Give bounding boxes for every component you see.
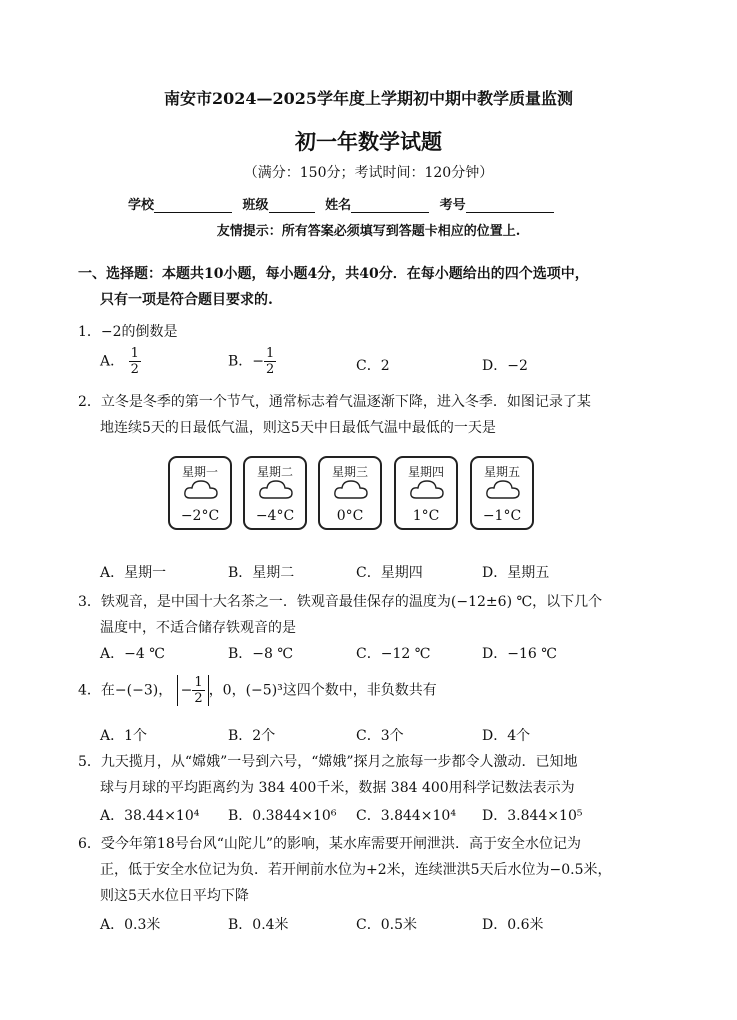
q6-option-b: B．0.4米 bbox=[228, 917, 289, 933]
q4-option-d: D．4个 bbox=[482, 728, 531, 744]
fraction-denominator: 2 bbox=[266, 362, 275, 377]
q3-text-line1: 铁观音，是中国十大名茶之一．铁观音最佳保存的温度为(−12±6) ℃，以下几个 bbox=[100, 594, 603, 610]
q1-option-b bbox=[228, 346, 276, 377]
q1-option-b-fraction bbox=[264, 346, 276, 377]
section1-heading: 一、选择题：本题共10小题，每小题4分，共40分．在每小题给出的四个选项中， bbox=[78, 266, 589, 282]
field-class-blank bbox=[269, 212, 315, 213]
q4-abs-fraction bbox=[192, 675, 204, 706]
q1-number: 1． bbox=[78, 324, 101, 340]
weather-card-temp: −2°C bbox=[180, 508, 220, 524]
q3-number: 3． bbox=[78, 594, 101, 610]
fraction-denominator: 2 bbox=[194, 691, 203, 706]
q1-text: −2的倒数是 bbox=[100, 324, 178, 340]
cloud-icon bbox=[258, 478, 294, 502]
weather-card-day: 星期五 bbox=[483, 465, 520, 479]
q6-text-line1: 受今年第18号台风“山陀儿”的影响，某水库需要开闸泄洪．高于安全水位记为 bbox=[100, 836, 582, 852]
weather-card-temp: −4°C bbox=[255, 508, 295, 524]
field-id-label: 考号 bbox=[439, 198, 466, 213]
cloud-icon bbox=[485, 478, 521, 502]
weather-card bbox=[243, 456, 307, 530]
q5-number: 5． bbox=[78, 754, 101, 770]
section1-heading-line2: 只有一项是符合题目要求的. bbox=[100, 292, 273, 308]
q3-text-line2: 温度中，不适合储存铁观音的是 bbox=[100, 620, 296, 636]
weather-card bbox=[394, 456, 458, 530]
weather-card-day: 星期三 bbox=[331, 465, 368, 479]
fraction-numerator: 1 bbox=[130, 346, 139, 361]
weather-card bbox=[318, 456, 382, 530]
q3-option-a: A．−4 ℃ bbox=[100, 646, 165, 662]
q1-option-a bbox=[100, 346, 141, 377]
q6-option-c: C．0.5米 bbox=[356, 917, 417, 933]
q2-option-c: C．星期四 bbox=[356, 565, 423, 581]
q5-option-b: B．0.3844×10⁶ bbox=[228, 808, 337, 824]
q4-option-c: C．3个 bbox=[356, 728, 404, 744]
q2-option-d: D．星期五 bbox=[482, 565, 550, 581]
q1-option-a-label: A． bbox=[100, 353, 125, 370]
q6-stem bbox=[78, 833, 581, 853]
q5-stem bbox=[78, 751, 578, 771]
field-school-label: 学校 bbox=[128, 198, 155, 213]
q2-text-line2: 地连续5天的日最低气温，则这5天中日最低气温中最低的一天是 bbox=[100, 420, 496, 436]
q4-text-post: ，0，(−5)³这四个数中，非负数共有 bbox=[208, 682, 437, 699]
q1-option-c: C．2 bbox=[356, 358, 390, 374]
q4-option-a: A．1个 bbox=[100, 728, 148, 744]
cloud-icon bbox=[333, 478, 369, 502]
q3-option-b: B．−8 ℃ bbox=[228, 646, 294, 662]
q5-option-c: C．3.844×10⁴ bbox=[356, 808, 456, 824]
q1-option-b-label: B． bbox=[228, 353, 253, 370]
fraction-denominator: 2 bbox=[130, 362, 139, 377]
q2-text-line1: 立冬是冬季的第一个节气，通常标志着气温逐渐下降，进入冬季．如图记录了某 bbox=[100, 394, 591, 410]
weather-card bbox=[470, 456, 534, 530]
exam-tip: 友情提示：所有答案必须填写到答题卡相应的位置上. bbox=[216, 224, 521, 239]
q1-option-a-fraction bbox=[129, 346, 141, 377]
q6-option-a: A．0.3米 bbox=[100, 917, 161, 933]
q6-option-d: D．0.6米 bbox=[482, 917, 544, 933]
q5-text-line2: 球与月球的平均距离约为 384 400千米，数据 384 400用科学记数法表示为 bbox=[100, 780, 575, 796]
q3-option-d: D．−16 ℃ bbox=[482, 646, 557, 662]
q4-absolute-value bbox=[177, 675, 209, 706]
exam-title: 南安市2024—2025学年度上学期初中期中教学质量监测 bbox=[163, 89, 574, 108]
field-name-label: 姓名 bbox=[325, 198, 352, 213]
q6-number: 6． bbox=[78, 836, 101, 852]
q1-stem bbox=[78, 321, 178, 341]
weather-card-day: 星期二 bbox=[256, 465, 293, 479]
q2-stem bbox=[78, 391, 591, 411]
q1-option-d: D．−2 bbox=[482, 358, 528, 374]
info-fields bbox=[128, 194, 554, 213]
q6-text-line2: 正，低于安全水位记为负．若开闸前水位为+2米，连续泄洪5天后水位为−0.5米， bbox=[100, 862, 612, 878]
field-id-blank bbox=[466, 212, 554, 213]
weather-card-day: 星期四 bbox=[407, 465, 444, 479]
weather-card-day: 星期一 bbox=[181, 465, 218, 479]
fraction-numerator: 1 bbox=[194, 675, 203, 690]
q4-number: 4． bbox=[78, 682, 101, 699]
weather-card-temp: 0°C bbox=[336, 508, 364, 524]
q6-text-line3: 则这5天水位日平均下降 bbox=[100, 888, 249, 904]
q2-option-a: A．星期一 bbox=[100, 565, 167, 581]
q2-option-b: B．星期二 bbox=[228, 565, 295, 581]
cloud-icon bbox=[183, 478, 219, 502]
field-class-label: 班级 bbox=[242, 198, 269, 213]
q4-abs-sign: − bbox=[180, 682, 193, 699]
weather-card-temp: 1°C bbox=[412, 508, 440, 524]
field-name-blank bbox=[351, 212, 429, 213]
weather-card bbox=[168, 456, 232, 530]
exam-info: （满分：150分；考试时间：120分钟） bbox=[243, 165, 494, 181]
q3-stem bbox=[78, 591, 602, 611]
q5-option-d: D．3.844×10⁵ bbox=[482, 808, 583, 824]
q4-option-b: B．2个 bbox=[228, 728, 276, 744]
q4-text-pre: 在−(−3)， bbox=[100, 682, 173, 699]
q1-option-b-sign: − bbox=[252, 353, 265, 370]
q4-stem bbox=[78, 675, 437, 706]
q2-number: 2． bbox=[78, 394, 101, 410]
q5-option-a: A．38.44×10⁴ bbox=[100, 808, 200, 824]
field-school-blank bbox=[154, 212, 232, 213]
fraction-numerator: 1 bbox=[266, 346, 275, 361]
exam-subtitle: 初一年数学试题 bbox=[295, 129, 442, 154]
cloud-icon bbox=[409, 478, 445, 502]
q5-text-line1: 九天揽月，从“嫦娥”一号到六号，“嫦娥”探月之旅每一步都令人激动．已知地 bbox=[100, 754, 578, 770]
q3-option-c: C．−12 ℃ bbox=[356, 646, 431, 662]
weather-card-temp: −1°C bbox=[482, 508, 522, 524]
